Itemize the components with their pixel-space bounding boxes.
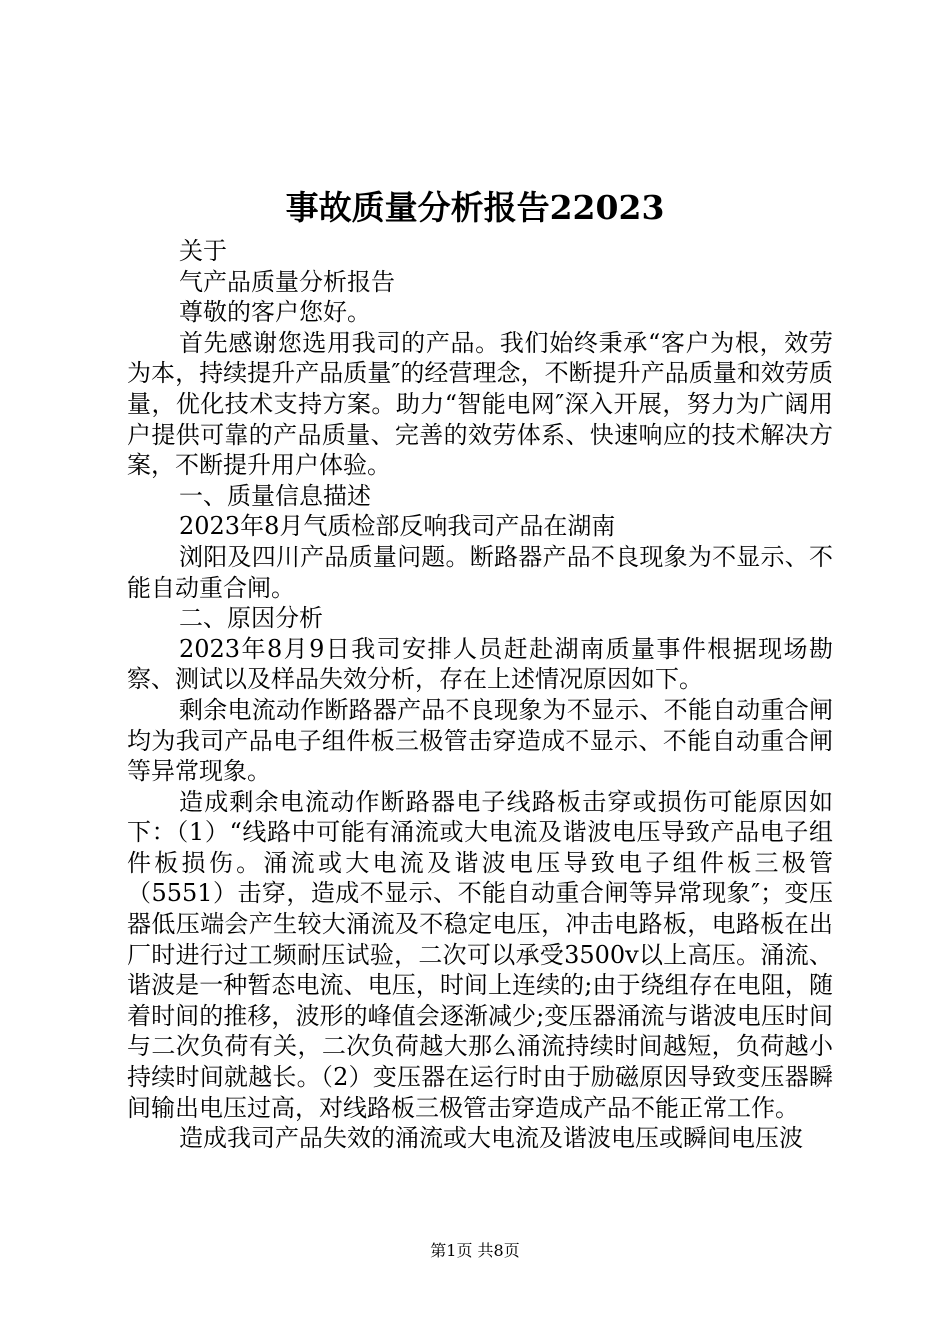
paragraph: 2023年8月气质检部反响我司产品在湖南 — [179, 512, 616, 541]
section-heading: 二、原因分析 — [179, 604, 323, 633]
paragraph: 剩余电流动作断路器产品不良现象为不显示、不能自动重合闸均为我司产品电子组件板三极管击穿造成不显示、不能自动重合闸等异常现象。 — [127, 695, 833, 786]
page-title: 事故质量分析报告22023 — [285, 188, 665, 227]
paragraph: 浏阳及四川产品质量问题。断路器产品不良现象为不显示、不能自动重合闸。 — [127, 542, 833, 602]
paragraph: 首先感谢您选用我司的产品。我们始终秉承“客户为根，效劳为本，持续提升产品质量″的经营理念，不断提升产品质量和效劳质量，优化技术支持方案。助力“智能电网″深入开展，努力为广阔用户提供可靠的产品质量、完善的效劳体系、快速响应的技术解决方案，不断提升用户体验。 — [127, 328, 833, 480]
paragraph: 尊敬的客户您好。 — [179, 298, 371, 327]
paragraph: 气产品质量分析报告 — [179, 267, 395, 296]
paragraph: 造成剩余电流动作断路器电子线路板击穿或损伤可能原因如下：（1）“线路中可能有涌流或大电流及谐波电压导致产品电子组件板损伤。涌流或大电流及谐波电压导致电子组件板三极管（5551）击穿，造成不显示、不能自动重合闸等异常现象″；变压器低压端会产生较大涌流及不稳定电压，冲击电路板，电路板在出厂时进行过工频耐压试验，二次可以承受3500v以上高压。涌流、谐波是一种暂态电流、电压，时间上连续的;由于绕组存在电阻，随着时间的推移，波形的峰值会逐渐减少;变压器涌流与谐波电压时间与二次负荷有关，二次负荷越大那么涌流持续时间越短，负荷越小持续时间就越长。（2）变压器在运行时由于励磁原因导致变压器瞬间输出电压过高，对线路板三极管击穿造成产品不能正常工作。 — [127, 787, 833, 1122]
document-body — [127, 236, 833, 1154]
section-heading: 一、质量信息描述 — [179, 481, 371, 510]
paragraph: 关于 — [179, 237, 227, 265]
paragraph: 2023年8月9日我司安排人员赶赴湖南质量事件根据现场勘察、测试以及样品失效分析，存在上述情况原因如下。 — [127, 634, 833, 694]
page-footer: 第1页 共8页 — [430, 1241, 520, 1260]
paragraph: 造成我司产品失效的涌流或大电流及谐波电压或瞬间电压波 — [179, 1124, 803, 1153]
